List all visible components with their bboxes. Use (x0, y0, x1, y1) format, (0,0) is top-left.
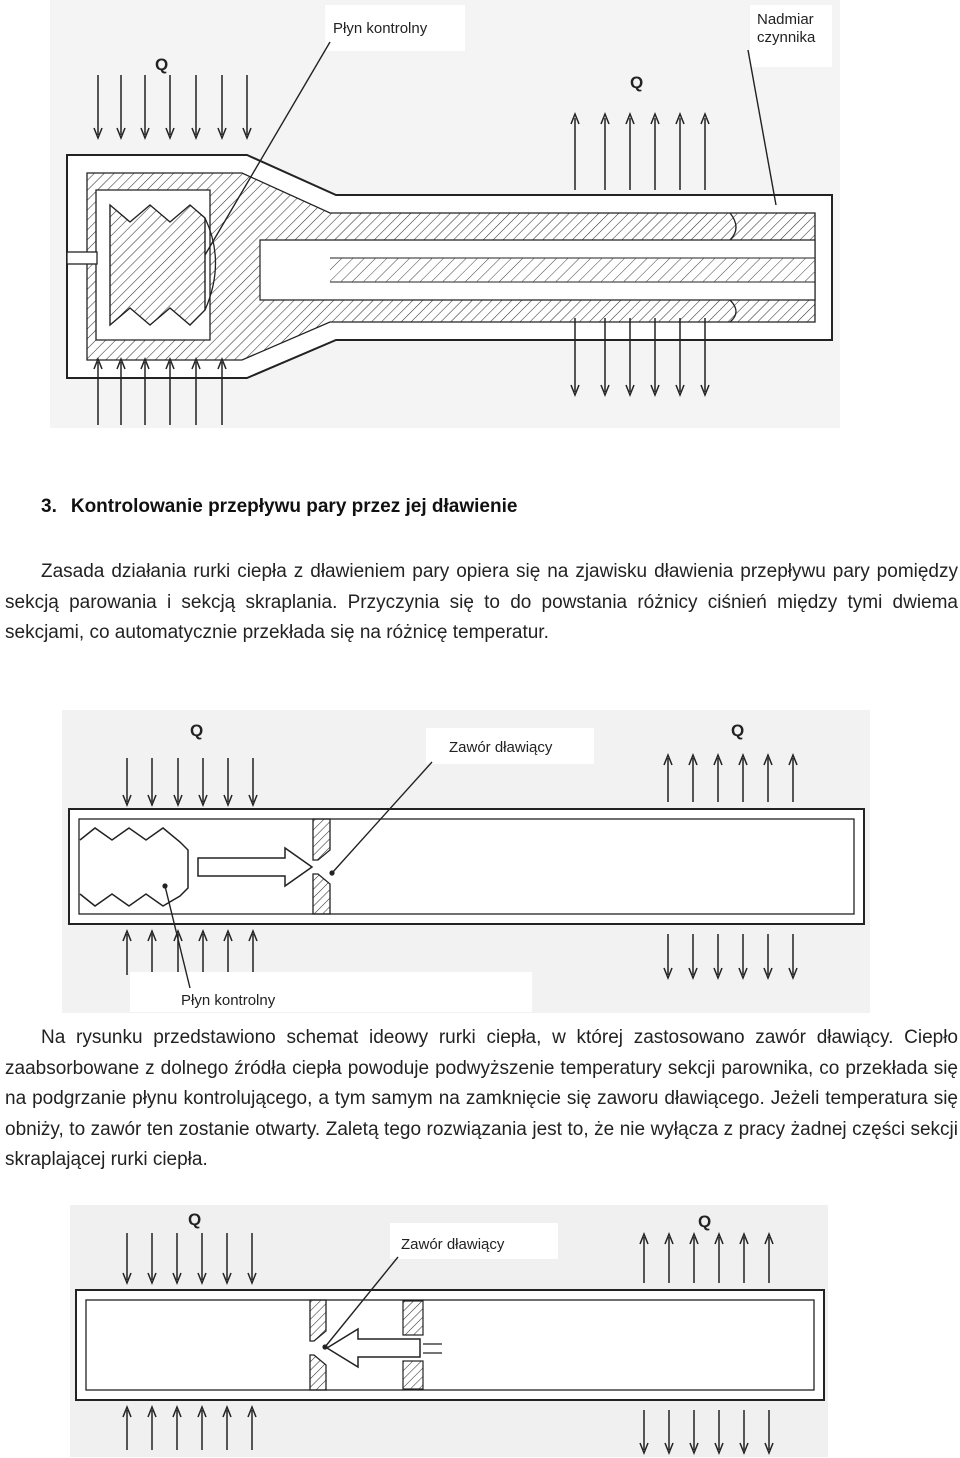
sensor-block-upper (403, 1301, 423, 1335)
sensor-block-lower (403, 1361, 423, 1389)
q-label-left: Q (190, 721, 204, 740)
q-label-left: Q (155, 55, 169, 74)
q-label-right: Q (630, 73, 644, 92)
label-throttle-valve: Zawór dławiący (449, 739, 553, 756)
paragraph-1: Zasada działania rurki ciepła z dławieniem pary opiera się na zjawisku dławienia przepływu pary pomiędzy sekcją parowania i sekcją skraplania. Przyczynia się to do powstania różnicy ciśnień między tymi dwiema sekcjami, co automatycznie przekłada się na różnicę temperatur. (5, 561, 958, 643)
bellows-icon (110, 205, 205, 325)
figure-1-heat-pipe-gas-loaded (0, 0, 960, 430)
label-excess-line1: Nadmiar (757, 11, 814, 28)
q-label-right: Q (731, 721, 745, 740)
section-number: 3. (41, 496, 57, 517)
label-excess-line2: czynnika (757, 29, 816, 46)
q-label-left: Q (188, 1210, 202, 1229)
figure-2-throttle-valve (0, 710, 960, 1015)
label-control-fluid: Płyn kontrolny (181, 992, 276, 1009)
label-throttle-valve: Zawór dławiący (401, 1236, 505, 1253)
paragraph-2: Na rysunku przedstawiono schemat ideowy rurki ciepła, w której zastosowano zawór dławiący. Ciepło zaabsorbowane z dolnego źródła ciepła powoduje podwyższenie temperatury sekcji parownika, co przekłada się na podgrzanie płynu kontrolującego, a tym samym na zamknięcie się zaworu dławiącego. Jeżeli temperatura się obniży, to zawór ten zostanie otwarty. Zaletą tego rozwiązania jest to, że nie wyłącza z pracy żadnej części sekcji skraplającej rurki ciepła. (5, 1027, 958, 1170)
label-control-fluid: Płyn kontrolny (333, 20, 428, 37)
section-heading (41, 496, 517, 518)
figure-3-throttle-valve-reverse (0, 1205, 960, 1458)
heat-pipe-body (76, 1290, 824, 1400)
section-title: Kontrolowanie przepływu pary przez jej dławienie (70, 496, 518, 517)
q-label-right: Q (698, 1212, 712, 1231)
